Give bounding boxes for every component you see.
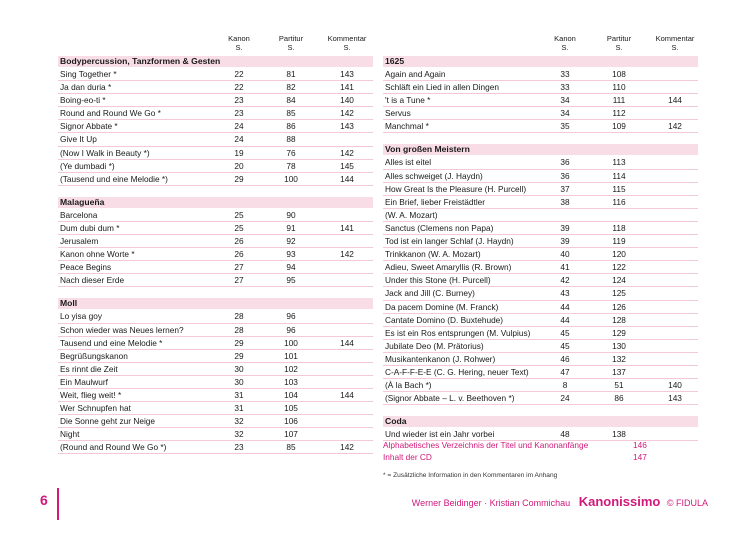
row-title: (Ye dumbadi *) <box>60 160 115 171</box>
table-row <box>58 402 373 415</box>
kommentar-page: 140 <box>340 95 354 106</box>
kanon-page: 45 <box>560 340 570 351</box>
partitur-page: 88 <box>286 134 296 145</box>
table-row <box>383 392 698 405</box>
partitur-page: 86 <box>286 121 296 132</box>
kanon-page: 46 <box>560 353 570 364</box>
row-title: Dum dubi dum * <box>60 222 120 233</box>
header-partitur-label: Partitur <box>278 34 304 43</box>
section-title: 1625 <box>383 56 698 67</box>
table-row <box>383 340 698 353</box>
partitur-page: 101 <box>284 350 298 361</box>
table-row <box>58 120 373 133</box>
row-title: (Round and Round We Go *) <box>60 442 167 453</box>
table-row <box>383 183 698 196</box>
row-title: Wer Schnupfen hat <box>60 403 131 414</box>
kanon-page: 42 <box>560 275 570 286</box>
kanon-page: 20 <box>234 160 244 171</box>
kanon-page: 30 <box>234 363 244 374</box>
link-page[interactable]: 147 <box>633 451 647 462</box>
kanon-page: 44 <box>560 314 570 325</box>
partitur-page: 125 <box>612 288 626 299</box>
partitur-page: 96 <box>286 311 296 322</box>
row-title: Tausend und eine Melodie * <box>60 337 163 348</box>
row-title: Es ist ein Ros entsprungen (M. Vulpius) <box>385 327 531 338</box>
table-row <box>383 327 698 340</box>
header-kanon-label: Kanon <box>228 34 250 43</box>
table-row <box>58 81 373 94</box>
kanon-page: 24 <box>560 393 570 404</box>
section-title: Moll <box>58 298 373 309</box>
table-row <box>58 147 373 160</box>
partitur-page: 85 <box>286 108 296 119</box>
row-title: Lo yisa goy <box>60 311 102 322</box>
link-page[interactable]: 146 <box>633 440 647 450</box>
page-number: 6 <box>40 492 48 508</box>
table-row <box>383 196 698 209</box>
table-row <box>383 209 698 222</box>
table-row <box>383 353 698 366</box>
partitur-page: 105 <box>284 403 298 414</box>
header-kommentar-label: Kommentar <box>327 34 367 43</box>
row-title: (Signor Abbate – L. v. Beethoven *) <box>385 393 515 404</box>
section-title: Von großen Meistern <box>383 144 698 155</box>
row-title: Boing-eo-ti * <box>60 95 106 106</box>
partitur-page: 100 <box>284 173 298 184</box>
kanon-page: 30 <box>234 376 244 387</box>
footer-brand: Kanonissimo <box>578 494 661 509</box>
kanon-page: 33 <box>560 69 570 79</box>
section <box>383 144 698 405</box>
partitur-page: 138 <box>612 429 626 440</box>
header-kommentar-s: S. <box>343 43 351 52</box>
partitur-page: 128 <box>612 314 626 325</box>
partitur-page: 115 <box>612 183 626 194</box>
kanon-page: 23 <box>234 95 244 106</box>
row-title: Servus <box>385 108 411 119</box>
partitur-page: 103 <box>284 376 298 387</box>
partitur-page: 90 <box>286 209 296 220</box>
header-kommentar-label: Kommentar <box>655 34 695 43</box>
right-column <box>383 34 698 452</box>
table-row <box>383 170 698 183</box>
table-row <box>58 261 373 274</box>
kanon-page: 19 <box>234 147 244 158</box>
section <box>58 298 373 454</box>
kommentar-page: 144 <box>340 173 354 184</box>
section <box>383 416 698 441</box>
table-row <box>383 68 698 81</box>
table-row <box>383 81 698 94</box>
table-row <box>383 301 698 314</box>
row-title: Es rinnt die Zeit <box>60 363 118 374</box>
partitur-page: 118 <box>612 222 626 233</box>
partitur-page: 124 <box>612 275 626 286</box>
section-title: Malagueña <box>58 197 373 208</box>
section <box>58 197 373 288</box>
row-title: Alles schweiget (J. Haydn) <box>385 170 483 181</box>
divider-line <box>57 488 59 520</box>
partitur-page: 92 <box>286 236 296 247</box>
kanon-page: 22 <box>234 69 244 79</box>
partitur-page: 85 <box>286 442 296 453</box>
table-row <box>58 133 373 146</box>
kanon-page: 29 <box>234 337 244 348</box>
row-title: Schon wieder was Neues lernen? <box>60 324 184 335</box>
table-row <box>383 222 698 235</box>
row-title: Jerusalem <box>60 236 99 247</box>
partitur-page: 91 <box>286 222 296 233</box>
partitur-page: 107 <box>284 429 298 440</box>
row-title: Round and Round We Go * <box>60 108 161 119</box>
row-title: Cantate Domino (D. Buxtehude) <box>385 314 504 325</box>
row-title: Ein Brief, lieber Freistädtler <box>385 196 486 207</box>
kanon-page: 43 <box>560 288 570 299</box>
table-row <box>383 156 698 169</box>
table-row <box>58 310 373 323</box>
header-kanon-label: Kanon <box>554 34 576 43</box>
table-row <box>58 94 373 107</box>
row-title: Signor Abbate * <box>60 121 118 132</box>
partitur-page: 76 <box>286 147 296 158</box>
kommentar-page: 144 <box>340 389 354 400</box>
kanon-page: 26 <box>234 236 244 247</box>
table-row <box>58 235 373 248</box>
table-row <box>383 248 698 261</box>
kanon-page: 34 <box>560 108 570 119</box>
row-title: Sanctus (Clemens non Papa) <box>385 222 494 233</box>
table-row <box>383 261 698 274</box>
kanon-page: 29 <box>234 350 244 361</box>
table-row <box>58 160 373 173</box>
kanon-page: 47 <box>560 366 570 377</box>
row-title: Adieu, Sweet Amaryllis (R. Brown) <box>385 262 512 273</box>
row-title: (À la Bach *) <box>385 380 432 391</box>
partitur-page: 102 <box>284 363 298 374</box>
row-title: Tod ist ein langer Schlaf (J. Haydn) <box>385 236 514 247</box>
kanon-page: 25 <box>234 222 244 233</box>
table-row <box>58 428 373 441</box>
partitur-page: 114 <box>612 170 626 181</box>
header-partitur-label: Partitur <box>606 34 632 43</box>
table-row <box>383 379 698 392</box>
table-row <box>58 222 373 235</box>
kanon-page: 41 <box>560 262 570 273</box>
kanon-page: 26 <box>234 249 244 260</box>
table-row <box>58 68 373 81</box>
row-title: Jack and Jill (C. Burney) <box>385 288 475 299</box>
kommentar-page: 142 <box>340 442 354 453</box>
table-row <box>383 274 698 287</box>
partitur-page: 129 <box>612 327 626 338</box>
table-row <box>58 376 373 389</box>
row-title: Barcelona <box>60 209 98 220</box>
kanon-page: 44 <box>560 301 570 312</box>
kanon-page: 39 <box>560 222 570 233</box>
header-kanon-s: S. <box>561 43 569 52</box>
partitur-page: 113 <box>612 157 626 168</box>
kanon-page: 39 <box>560 236 570 247</box>
kanon-page: 8 <box>562 380 568 391</box>
row-title: Alles ist eitel <box>385 157 432 168</box>
table-row <box>58 248 373 261</box>
partitur-page: 110 <box>612 82 626 93</box>
kanon-page: 45 <box>560 327 570 338</box>
row-title: Peace Begins <box>60 262 112 273</box>
kanon-page: 32 <box>234 416 244 427</box>
partitur-page: 120 <box>612 249 626 260</box>
kanon-page: 24 <box>234 121 244 132</box>
footer <box>412 494 708 509</box>
kommentar-page: 140 <box>668 380 682 391</box>
section <box>383 56 698 133</box>
kommentar-page: 142 <box>340 147 354 158</box>
column-header <box>58 34 373 56</box>
table-row <box>58 173 373 186</box>
kommentar-page: 143 <box>668 393 682 404</box>
row-title: Die Sonne geht zur Neige <box>60 416 156 427</box>
partitur-page: 122 <box>612 262 626 273</box>
kommentar-page: 142 <box>668 121 682 132</box>
kanon-page: 25 <box>234 209 244 220</box>
kommentar-page: 142 <box>340 249 354 260</box>
header-kommentar-s: S. <box>671 43 679 52</box>
kanon-page: 22 <box>234 82 244 93</box>
table-row <box>58 337 373 350</box>
table-row <box>58 107 373 120</box>
footnote: * = Zusätzliche Information in den Kommentaren im Anhang <box>383 472 558 479</box>
kanon-page: 35 <box>560 121 570 132</box>
partitur-page: 95 <box>286 275 296 286</box>
link-label[interactable]: Alphabetisches Verzeichnis der Titel und Kanonanfänge <box>383 440 589 450</box>
row-title: Night <box>60 429 80 440</box>
row-title: Sing Together * <box>60 69 117 79</box>
section-title: Coda <box>383 416 698 427</box>
table-row <box>383 120 698 133</box>
row-title: 't is a Tune * <box>385 95 431 106</box>
kanon-page: 23 <box>234 108 244 119</box>
table-row <box>383 366 698 379</box>
kanon-page: 36 <box>560 170 570 181</box>
kanon-page: 32 <box>234 429 244 440</box>
row-title: Kanon ohne Worte * <box>60 249 135 260</box>
kanon-page: 38 <box>560 196 570 207</box>
partitur-page: 82 <box>286 82 296 93</box>
partitur-page: 96 <box>286 324 296 335</box>
kanon-page: 40 <box>560 249 570 260</box>
header-kanon <box>535 34 595 52</box>
row-title: (Tausend und eine Melodie *) <box>60 173 168 184</box>
kanon-page: 34 <box>560 95 570 106</box>
header-kanon-s: S. <box>235 43 243 52</box>
kanon-page: 31 <box>234 403 244 414</box>
right-sections <box>383 56 698 441</box>
table-row <box>383 287 698 300</box>
table-row <box>383 94 698 107</box>
row-title: Under this Stone (H. Purcell) <box>385 275 491 286</box>
link-alphabetical-index[interactable] <box>383 440 683 452</box>
table-row <box>58 274 373 287</box>
partitur-page: 100 <box>284 337 298 348</box>
kanon-page: 48 <box>560 429 570 440</box>
kommentar-page: 141 <box>340 82 354 93</box>
row-title: Ja dan duria * <box>60 82 112 93</box>
row-title: Musikantenkanon (J. Rohwer) <box>385 353 496 364</box>
header-kanon <box>209 34 269 52</box>
section-title: Bodypercussion, Tanzformen & Gesten <box>58 56 373 67</box>
kanon-page: 29 <box>234 173 244 184</box>
header-partitur <box>589 34 649 52</box>
row-title: Trinkkanon (W. A. Mozart) <box>385 249 481 260</box>
partitur-page: 84 <box>286 95 296 106</box>
table-row <box>58 350 373 363</box>
footer-publisher: © FIDULA <box>666 498 708 508</box>
index-links <box>383 440 683 463</box>
row-title: Begrüßungskanon <box>60 350 128 361</box>
row-title: C-A-F-F-E-E (C. G. Hering, neuer Text) <box>385 366 529 377</box>
table-row <box>58 415 373 428</box>
partitur-page: 93 <box>286 249 296 260</box>
link-label[interactable]: Inhalt der CD <box>383 451 432 462</box>
kanon-page: 36 <box>560 157 570 168</box>
section <box>58 56 373 186</box>
table-row <box>383 107 698 120</box>
column-header <box>383 34 698 56</box>
row-title: (W. A. Mozart) <box>385 209 438 220</box>
kanon-page: 28 <box>234 311 244 322</box>
partitur-page: 137 <box>612 366 626 377</box>
row-title: Da pacem Domine (M. Franck) <box>385 301 499 312</box>
partitur-page: 130 <box>612 340 626 351</box>
table-row <box>58 441 373 454</box>
header-kommentar <box>645 34 705 52</box>
table-row <box>58 363 373 376</box>
kanon-page: 27 <box>234 262 244 273</box>
row-title: Weit, flieg weit! * <box>60 389 122 400</box>
partitur-page: 119 <box>612 236 626 247</box>
kanon-page: 31 <box>234 389 244 400</box>
table-row <box>58 209 373 222</box>
header-partitur-s: S. <box>287 43 295 52</box>
partitur-page: 132 <box>612 353 626 364</box>
footer-authors: Werner Beidinger · Kristian Commichau <box>411 498 571 508</box>
row-title: Give It Up <box>60 134 97 145</box>
row-title: How Great Is the Pleasure (H. Purcell) <box>385 183 527 194</box>
header-partitur-s: S. <box>615 43 623 52</box>
kanon-page: 37 <box>560 183 570 194</box>
row-title: Again and Again <box>385 69 446 79</box>
partitur-page: 108 <box>612 69 626 79</box>
row-title: Nach dieser Erde <box>60 275 125 286</box>
table-row <box>383 235 698 248</box>
kommentar-page: 145 <box>340 160 354 171</box>
kanon-page: 23 <box>234 442 244 453</box>
partitur-page: 81 <box>286 69 296 79</box>
table-row <box>58 324 373 337</box>
row-title: Ein Maulwurf <box>60 376 108 387</box>
kanon-page: 33 <box>560 82 570 93</box>
kommentar-page: 142 <box>340 108 354 119</box>
partitur-page: 94 <box>286 262 296 273</box>
kommentar-page: 143 <box>340 69 354 79</box>
partitur-page: 104 <box>284 389 298 400</box>
partitur-page: 109 <box>612 121 626 132</box>
header-kommentar <box>317 34 377 52</box>
row-title: Schläft ein Lied in allen Dingen <box>385 82 499 93</box>
header-partitur <box>261 34 321 52</box>
row-title: (Now I Walk in Beauty *) <box>60 147 150 158</box>
kommentar-page: 144 <box>668 95 682 106</box>
kommentar-page: 141 <box>340 222 354 233</box>
kanon-page: 27 <box>234 275 244 286</box>
left-column <box>58 34 373 465</box>
link-cd-contents[interactable] <box>383 452 683 464</box>
partitur-page: 116 <box>612 196 626 207</box>
kanon-page: 24 <box>234 134 244 145</box>
partitur-page: 126 <box>612 301 626 312</box>
partitur-page: 78 <box>286 160 296 171</box>
partitur-page: 51 <box>614 380 624 391</box>
table-row <box>58 389 373 402</box>
kanon-page: 28 <box>234 324 244 335</box>
kommentar-page: 143 <box>340 121 354 132</box>
partitur-page: 106 <box>284 416 298 427</box>
row-title: Manchmal * <box>385 121 429 132</box>
row-title: Und wieder ist ein Jahr vorbei <box>385 429 495 440</box>
partitur-page: 112 <box>612 108 626 119</box>
left-sections <box>58 56 373 454</box>
row-title: Jubilate Deo (M. Prätorius) <box>385 340 484 351</box>
table-row <box>383 314 698 327</box>
partitur-page: 111 <box>612 95 626 106</box>
partitur-page: 86 <box>614 393 624 404</box>
kommentar-page: 144 <box>340 337 354 348</box>
